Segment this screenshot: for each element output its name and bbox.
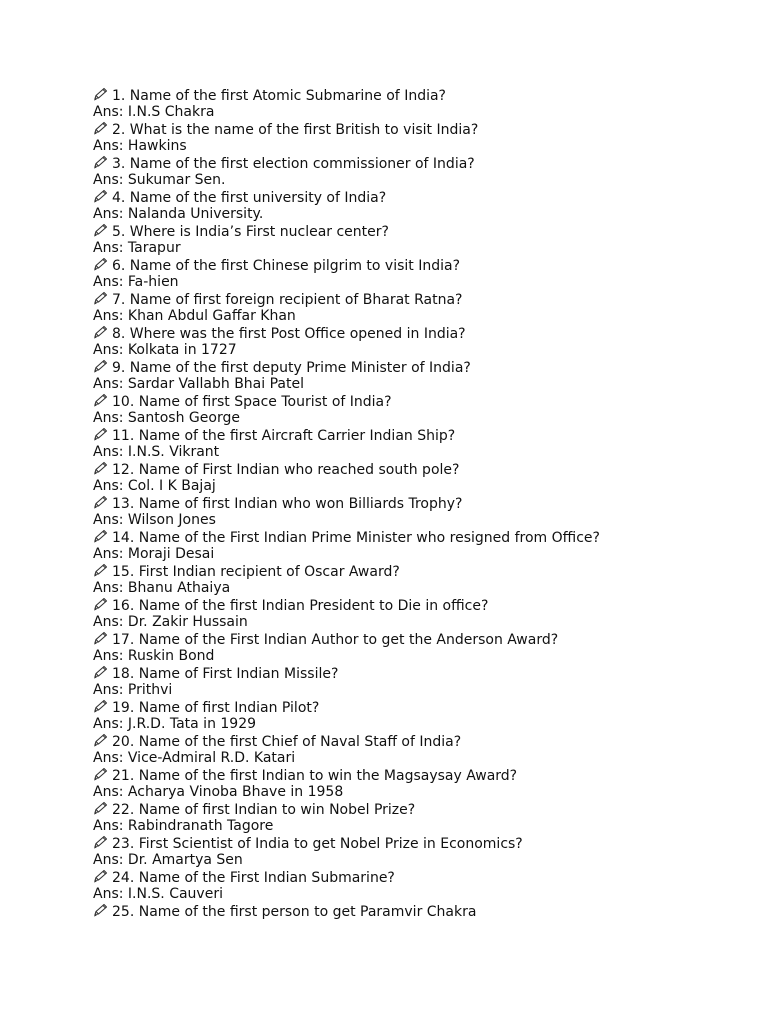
qa-item <box>93 257 753 291</box>
pencil-icon <box>93 563 109 577</box>
question-line <box>93 155 753 172</box>
question-line <box>93 495 753 512</box>
pencil-icon <box>93 529 109 543</box>
qa-item <box>93 563 753 597</box>
question-line <box>93 393 753 410</box>
pencil-icon <box>93 869 109 883</box>
qa-item <box>93 121 753 155</box>
question-text: 2. What is the name of the first British to visit India? <box>112 122 479 138</box>
pencil-icon <box>93 257 109 271</box>
question-line <box>93 665 753 682</box>
question-text: 4. Name of the first university of India? <box>112 190 387 206</box>
answer-text: Ans: I.N.S. Vikrant <box>93 444 220 460</box>
qa-item <box>93 155 753 189</box>
question-line <box>93 529 753 546</box>
question-text: 1. Name of the first Atomic Submarine of India? <box>112 88 446 104</box>
answer-text: Ans: Wilson Jones <box>93 512 216 528</box>
qa-item <box>93 87 753 121</box>
question-text: 23. First Scientist of India to get Nobel Prize in Economics? <box>112 836 523 852</box>
question-text: 24. Name of the First Indian Submarine? <box>112 870 395 886</box>
pencil-icon <box>93 495 109 509</box>
answer-text: Ans: Hawkins <box>93 138 187 154</box>
question-text: 6. Name of the first Chinese pilgrim to visit India? <box>112 258 460 274</box>
question-text: 20. Name of the first Chief of Naval Staff of India? <box>112 734 462 750</box>
question-text: 7. Name of first foreign recipient of Bharat Ratna? <box>112 292 463 308</box>
pencil-icon <box>93 835 109 849</box>
qa-item <box>93 393 753 427</box>
pencil-icon <box>93 359 109 373</box>
question-line <box>93 699 753 716</box>
question-line <box>93 359 753 376</box>
pencil-icon <box>93 393 109 407</box>
question-line <box>93 427 753 444</box>
pencil-icon <box>93 665 109 679</box>
answer-text: Ans: Sukumar Sen. <box>93 172 226 188</box>
qa-item <box>93 495 753 529</box>
pencil-icon <box>93 461 109 475</box>
answer-text: Ans: Nalanda University. <box>93 206 264 222</box>
question-line <box>93 733 753 750</box>
qa-item <box>93 325 753 359</box>
answer-text: Ans: Moraji Desai <box>93 546 215 562</box>
qa-item <box>93 903 753 920</box>
question-line <box>93 121 753 138</box>
qa-item <box>93 359 753 393</box>
question-text: 10. Name of first Space Tourist of India? <box>112 394 392 410</box>
answer-text: Ans: Bhanu Athaiya <box>93 580 231 596</box>
question-line <box>93 291 753 308</box>
question-line <box>93 223 753 240</box>
pencil-icon <box>93 699 109 713</box>
answer-text: Ans: Tarapur <box>93 240 181 256</box>
answer-text: Ans: Dr. Amartya Sen <box>93 852 243 868</box>
question-line <box>93 257 753 274</box>
question-line <box>93 631 753 648</box>
pencil-icon <box>93 427 109 441</box>
quiz-document <box>93 87 753 920</box>
question-text: 22. Name of first Indian to win Nobel Prize? <box>112 802 416 818</box>
question-text: 15. First Indian recipient of Oscar Award? <box>112 564 400 580</box>
question-line <box>93 869 753 886</box>
question-line <box>93 767 753 784</box>
answer-text: Ans: Rabindranath Tagore <box>93 818 274 834</box>
question-line <box>93 563 753 580</box>
pencil-icon <box>93 767 109 781</box>
question-line <box>93 189 753 206</box>
question-line <box>93 597 753 614</box>
qa-item <box>93 529 753 563</box>
pencil-icon <box>93 291 109 305</box>
question-text: 16. Name of the first Indian President to Die in office? <box>112 598 489 614</box>
question-line <box>93 461 753 478</box>
question-line <box>93 325 753 342</box>
question-text: 19. Name of first Indian Pilot? <box>112 700 320 716</box>
qa-item <box>93 597 753 631</box>
question-line <box>93 903 753 920</box>
qa-item <box>93 461 753 495</box>
answer-text: Ans: Ruskin Bond <box>93 648 215 664</box>
answer-text: Ans: J.R.D. Tata in 1929 <box>93 716 257 732</box>
pencil-icon <box>93 223 109 237</box>
answer-text: Ans: Fa-hien <box>93 274 179 290</box>
question-line <box>93 835 753 852</box>
qa-item <box>93 291 753 325</box>
question-text: 13. Name of first Indian who won Billiards Trophy? <box>112 496 463 512</box>
pencil-icon <box>93 733 109 747</box>
question-line <box>93 801 753 818</box>
question-text: 17. Name of the First Indian Author to get the Anderson Award? <box>112 632 559 648</box>
answer-text: Ans: Col. I K Bajaj <box>93 478 216 494</box>
question-text: 5. Where is India’s First nuclear center? <box>112 224 389 240</box>
question-text: 11. Name of the first Aircraft Carrier Indian Ship? <box>112 428 456 444</box>
pencil-icon <box>93 903 109 917</box>
qa-item <box>93 223 753 257</box>
pencil-icon <box>93 631 109 645</box>
pencil-icon <box>93 597 109 611</box>
answer-text: Ans: Acharya Vinoba Bhave in 1958 <box>93 784 344 800</box>
qa-item <box>93 767 753 801</box>
question-text: 18. Name of First Indian Missile? <box>112 666 339 682</box>
pencil-icon <box>93 801 109 815</box>
answer-text: Ans: Santosh George <box>93 410 240 426</box>
answer-text: Ans: Dr. Zakir Hussain <box>93 614 248 630</box>
qa-item <box>93 665 753 699</box>
answer-text: Ans: Kolkata in 1727 <box>93 342 237 358</box>
pencil-icon <box>93 325 109 339</box>
qa-item <box>93 699 753 733</box>
qa-item <box>93 869 753 903</box>
pencil-icon <box>93 121 109 135</box>
answer-text: Ans: Khan Abdul Gaffar Khan <box>93 308 296 324</box>
question-text: 12. Name of First Indian who reached south pole? <box>112 462 460 478</box>
answer-text: Ans: I.N.S Chakra <box>93 104 215 120</box>
question-text: 8. Where was the first Post Office opened in India? <box>112 326 466 342</box>
answer-text: Ans: Prithvi <box>93 682 173 698</box>
question-text: 3. Name of the first election commissioner of India? <box>112 156 475 172</box>
pencil-icon <box>93 189 109 203</box>
question-text: 14. Name of the First Indian Prime Minister who resigned from Office? <box>112 530 600 546</box>
qa-item <box>93 835 753 869</box>
pencil-icon <box>93 87 109 101</box>
qa-item <box>93 189 753 223</box>
answer-text: Ans: Sardar Vallabh Bhai Patel <box>93 376 304 392</box>
qa-item <box>93 427 753 461</box>
answer-text: Ans: Vice-Admiral R.D. Katari <box>93 750 296 766</box>
pencil-icon <box>93 155 109 169</box>
question-text: 25. Name of the first person to get Paramvir Chakra <box>112 904 477 920</box>
question-text: 9. Name of the first deputy Prime Minister of India? <box>112 360 471 376</box>
question-line <box>93 87 753 104</box>
qa-item <box>93 631 753 665</box>
qa-item <box>93 801 753 835</box>
qa-item <box>93 733 753 767</box>
question-text: 21. Name of the first Indian to win the Magsaysay Award? <box>112 768 518 784</box>
answer-text: Ans: I.N.S. Cauveri <box>93 886 223 902</box>
